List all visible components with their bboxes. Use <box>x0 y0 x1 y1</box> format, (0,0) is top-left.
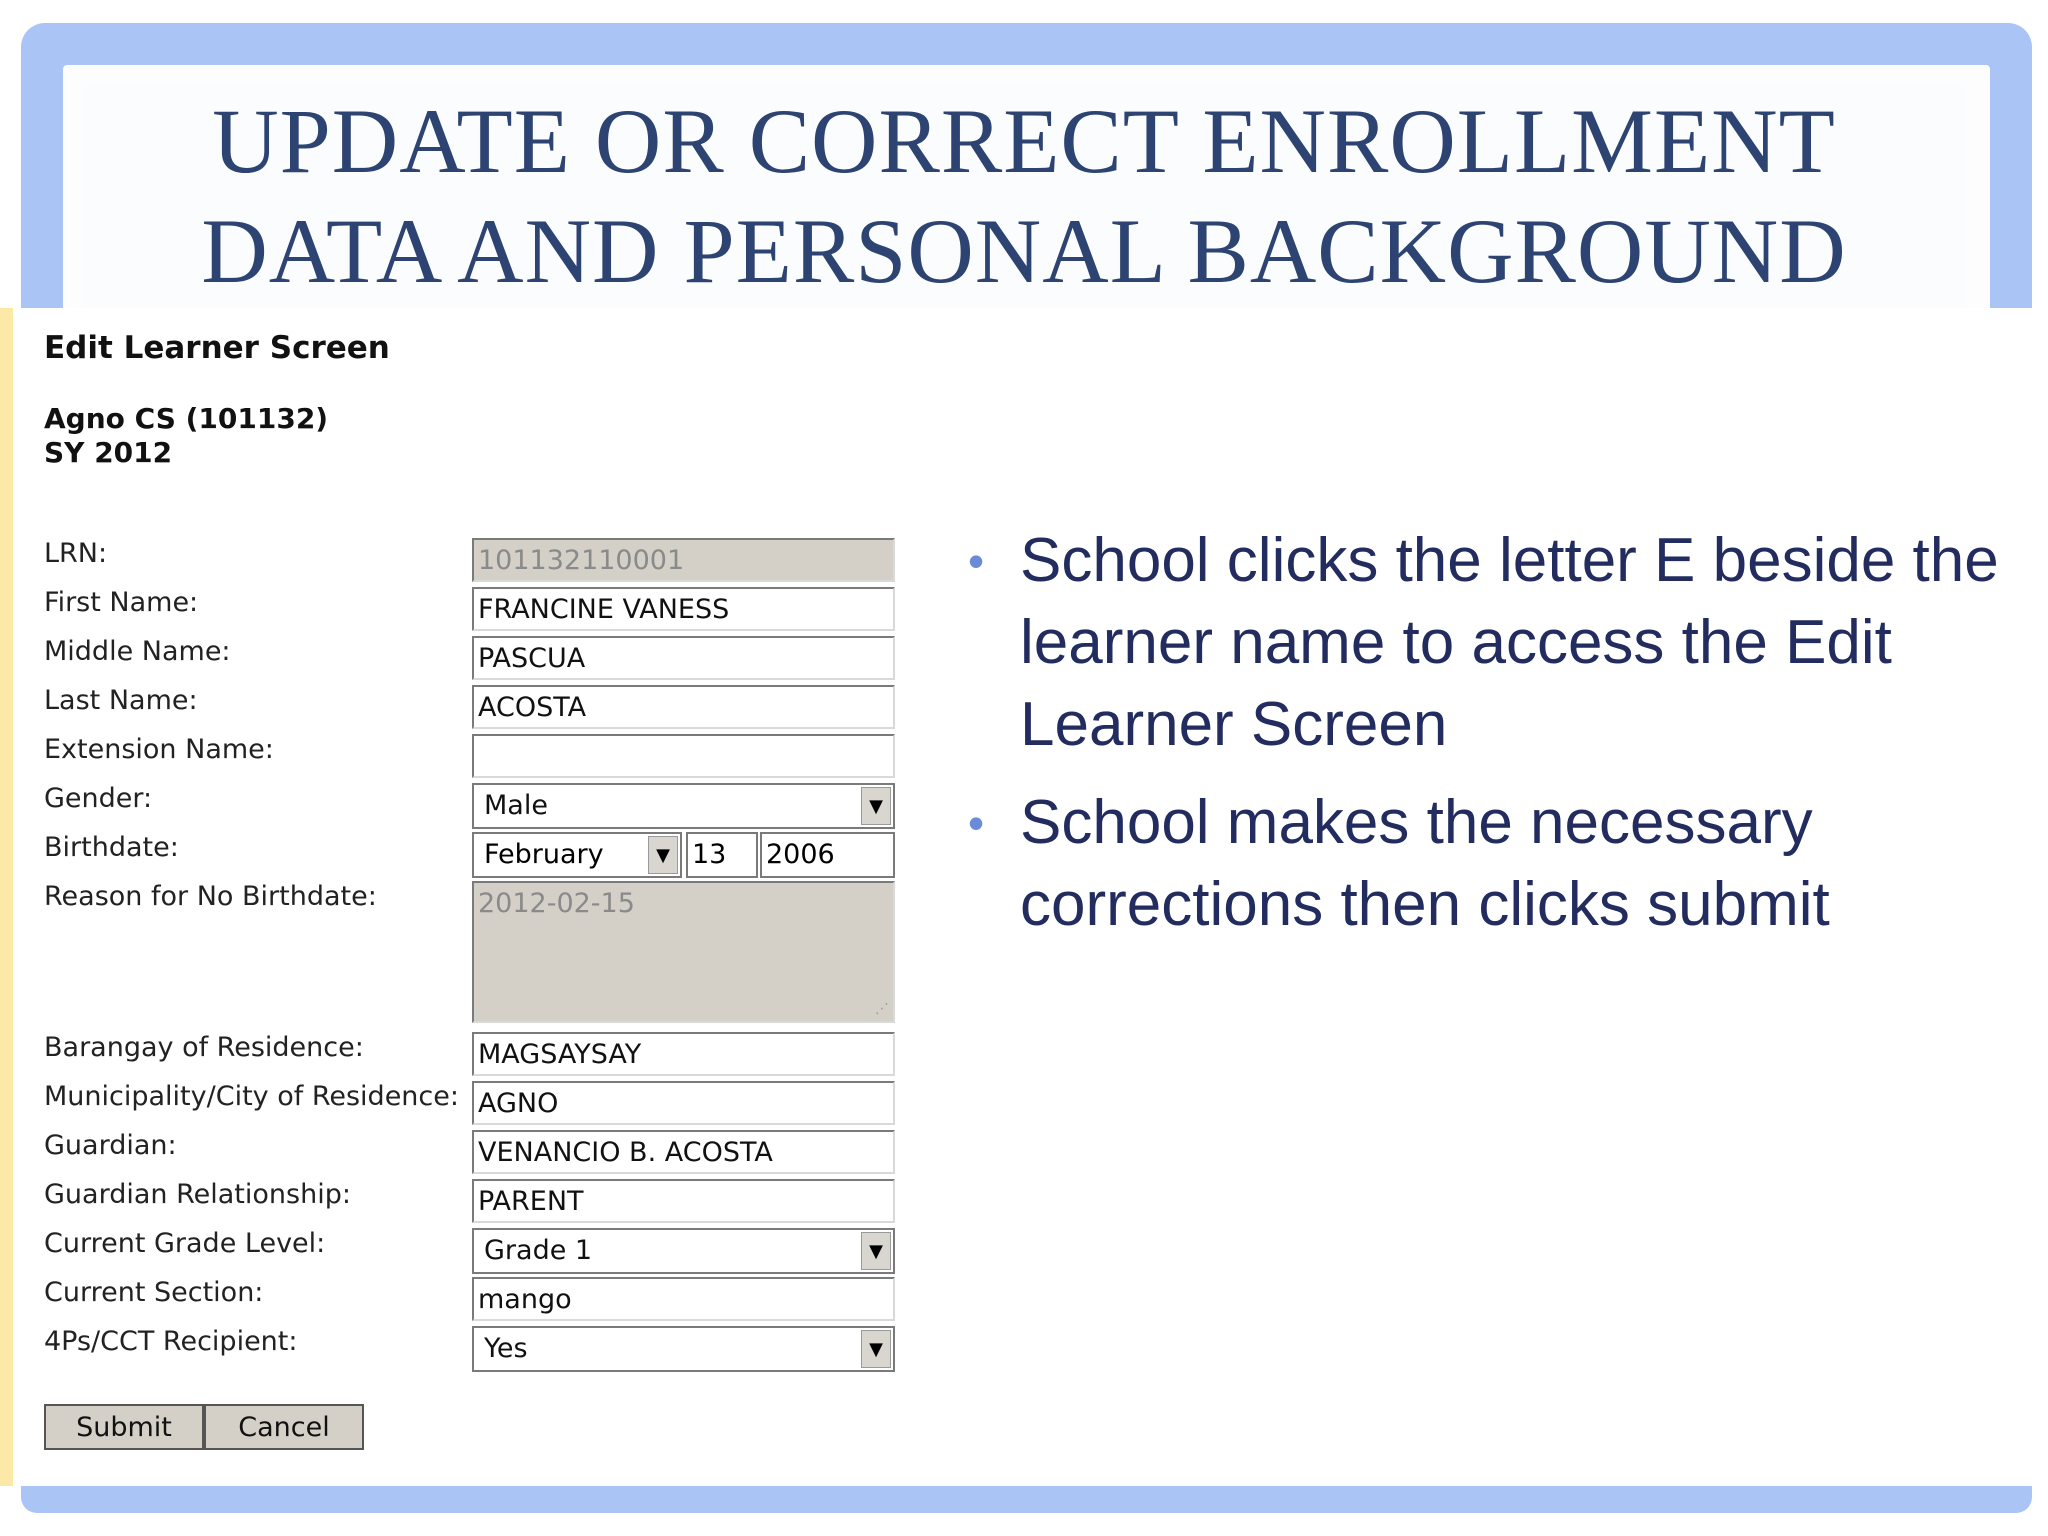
section-field[interactable]: mango <box>472 1277 895 1321</box>
municipality-label: Municipality/City of Residence: <box>44 1081 459 1112</box>
bullet-text: School clicks the letter E beside the learner name to access the Edit Learner Screen <box>1020 526 1999 759</box>
resize-grip-icon[interactable]: ⋰ <box>875 1001 889 1017</box>
bullet-text: School makes the necessary corrections then clicks submit <box>1020 788 1830 939</box>
lrn-field[interactable]: 101132110001 <box>472 538 895 582</box>
slide-title-line2: DATA AND PERSONAL BACKGROUND <box>201 200 1847 302</box>
extension-name-label: Extension Name: <box>44 734 274 765</box>
slide-title-line1: UPDATE OR CORRECT ENROLLMENT <box>212 90 1836 192</box>
bullet-dot-icon: • <box>968 535 985 587</box>
first-name-field[interactable]: FRANCINE VANESS <box>472 587 895 631</box>
municipality-field[interactable]: AGNO <box>472 1081 895 1125</box>
screen-title: Edit Learner Screen <box>44 330 390 366</box>
guardian-relationship-field[interactable]: PARENT <box>472 1179 895 1223</box>
reason-no-birthdate-textarea[interactable] <box>472 881 895 1023</box>
middle-name-label: Middle Name: <box>44 636 231 667</box>
gender-select-value: Male <box>484 790 548 821</box>
cct-recipient-value: Yes <box>484 1333 528 1364</box>
birth-day-field[interactable]: 13 <box>686 832 758 878</box>
guardian-field[interactable]: VENANCIO B. ACOSTA <box>472 1130 895 1174</box>
slide-bottom-bar <box>21 1486 2032 1513</box>
bullet-item <box>960 782 2010 946</box>
grade-level-label: Current Grade Level: <box>44 1228 326 1259</box>
birth-year-field[interactable]: 2006 <box>760 832 895 878</box>
last-name-label: Last Name: <box>44 685 198 716</box>
school-name: Agno CS (101132) <box>44 402 329 435</box>
school-year: SY 2012 <box>44 436 173 469</box>
slide-title-box <box>84 84 1964 308</box>
birth-month-select[interactable] <box>472 832 682 878</box>
grade-level-select[interactable] <box>472 1228 895 1274</box>
extension-name-field[interactable] <box>472 734 895 778</box>
barangay-field[interactable]: MAGSAYSAY <box>472 1032 895 1076</box>
bullet-item <box>960 520 2010 766</box>
cancel-button[interactable]: Cancel <box>204 1404 364 1450</box>
last-name-field[interactable]: ACOSTA <box>472 685 895 729</box>
cct-recipient-label: 4Ps/CCT Recipient: <box>44 1326 298 1357</box>
submit-button[interactable]: Submit <box>44 1404 204 1450</box>
grade-level-value: Grade 1 <box>484 1235 593 1266</box>
reason-no-birthdate-label: Reason for No Birthdate: <box>44 881 377 912</box>
chevron-down-icon[interactable]: ▼ <box>861 1232 891 1270</box>
middle-name-field[interactable]: PASCUA <box>472 636 895 680</box>
gender-select[interactable] <box>472 783 895 829</box>
bullet-dot-icon: • <box>968 797 985 849</box>
first-name-label: First Name: <box>44 587 199 618</box>
guardian-label: Guardian: <box>44 1130 177 1161</box>
chevron-down-icon[interactable]: ▼ <box>861 787 891 825</box>
cct-recipient-select[interactable] <box>472 1326 895 1372</box>
chevron-down-icon[interactable]: ▼ <box>648 836 678 874</box>
guardian-relationship-label: Guardian Relationship: <box>44 1179 351 1210</box>
slide-title <box>201 86 1846 306</box>
barangay-label: Barangay of Residence: <box>44 1032 364 1063</box>
section-label: Current Section: <box>44 1277 264 1308</box>
lrn-label: LRN: <box>44 538 108 569</box>
birthdate-label: Birthdate: <box>44 832 179 863</box>
instruction-bullets <box>960 520 2010 962</box>
birth-month-value: February <box>484 839 604 870</box>
school-info <box>44 402 328 470</box>
chevron-down-icon[interactable]: ▼ <box>861 1330 891 1368</box>
reason-no-birthdate-value: 2012-02-15 <box>478 888 635 919</box>
side-accent-strip <box>0 308 13 1486</box>
gender-label: Gender: <box>44 783 153 814</box>
